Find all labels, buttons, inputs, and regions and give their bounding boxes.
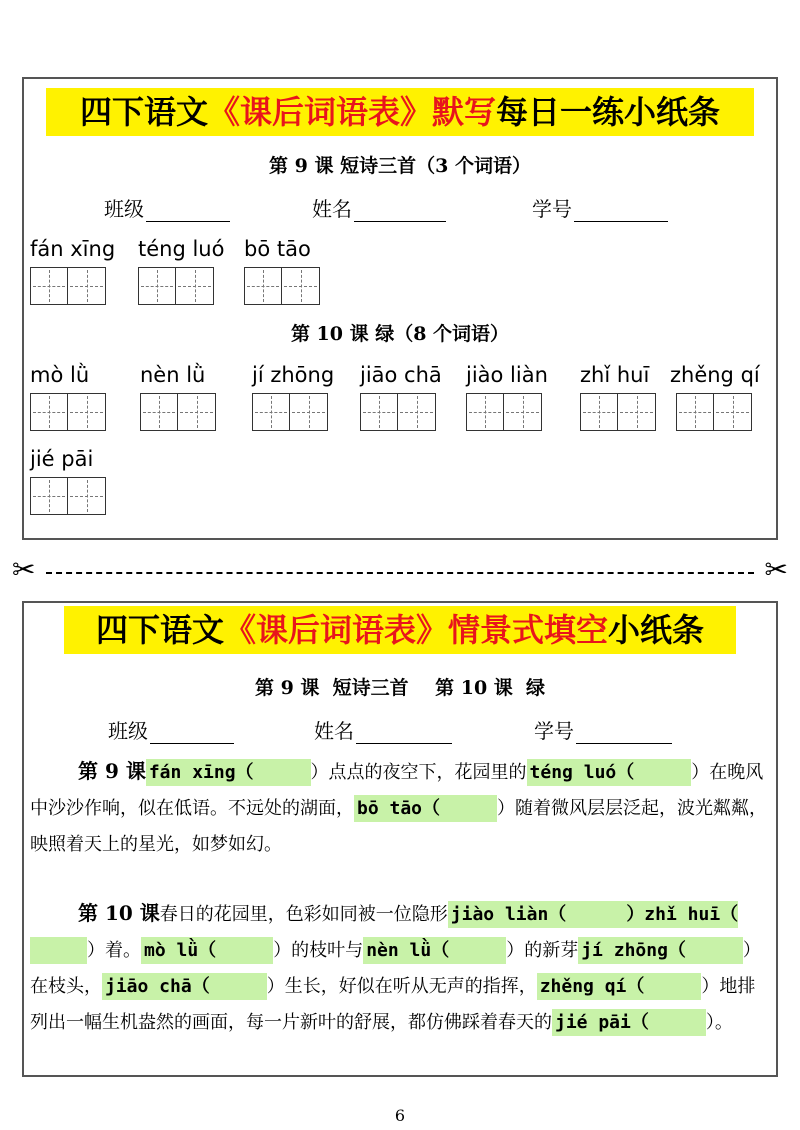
class-blank[interactable] [146, 199, 230, 222]
page-number: 6 [394, 1106, 406, 1125]
paragraph-text: 春日的花园里，色彩如同被一位隐形 [159, 904, 448, 925]
fill-blank[interactable] [146, 759, 311, 786]
word-zhihui [580, 361, 656, 431]
writing-box[interactable] [176, 267, 214, 305]
paragraph-text: ）生长，好似在听从无声的指挥， [266, 976, 537, 997]
fill-blank[interactable] [552, 1009, 706, 1036]
word-jiaocha [360, 361, 442, 431]
blank-pinyin: jiāo chā（ [105, 976, 210, 997]
pinyin-label: jié pāi [30, 447, 94, 471]
title-red: 《课后词语表》默写 [207, 93, 496, 131]
writing-box[interactable] [398, 393, 436, 431]
fill-blank[interactable] [448, 901, 624, 928]
writing-box[interactable] [618, 393, 656, 431]
word-jiaolian [466, 361, 548, 431]
lesson10-heading: 第 10 课 绿（8 个词语） [290, 323, 510, 345]
number-field[interactable] [532, 193, 668, 222]
dashed-divider [46, 572, 754, 574]
class-label: 班级 [104, 197, 144, 221]
writing-box[interactable] [68, 267, 106, 305]
blank-pinyin: bō tāo（ [357, 798, 441, 819]
pinyin-label: fán xīng [30, 237, 116, 261]
writing-box[interactable] [30, 477, 68, 515]
fill-blank[interactable] [537, 973, 702, 1000]
writing-box[interactable] [580, 393, 618, 431]
writing-box[interactable] [138, 267, 176, 305]
paragraph-text: ）的新芽 [506, 940, 579, 961]
writing-box[interactable] [30, 393, 68, 431]
class-blank[interactable] [150, 721, 234, 744]
dictation-title [46, 88, 754, 136]
lesson9-heading: 第 9 课 短诗三首（3 个词语） [269, 155, 531, 177]
blank-pinyin: ）zhǐ huī（ [626, 904, 739, 925]
paragraph-text: ）的枝叶与 [273, 940, 364, 961]
fill-heading: 第 9 课 短诗三首 第 10 课 绿 [254, 677, 546, 699]
pinyin-label: zhǐ huī [580, 363, 650, 387]
number-blank[interactable] [576, 721, 672, 744]
writing-box[interactable] [178, 393, 216, 431]
blank-pinyin: jié pāi（ [555, 1012, 649, 1033]
paragraph-text: ）在晚风中沙沙作响，似在低语。不远处的湖面， [30, 762, 764, 819]
name-blank[interactable] [354, 199, 446, 222]
name-field[interactable] [314, 715, 452, 744]
writing-box[interactable] [140, 393, 178, 431]
title-right: 小纸条 [608, 611, 705, 649]
class-label: 班级 [108, 719, 148, 743]
blank-pinyin: jiào liàn（ [450, 904, 567, 925]
blank-pinyin: nèn lǜ（ [366, 940, 450, 961]
name-field[interactable] [312, 193, 446, 222]
pinyin-label: zhěng qí [670, 363, 760, 387]
number-label: 学号 [534, 719, 574, 743]
word-jizhong [252, 361, 334, 431]
writing-box[interactable] [676, 393, 714, 431]
pinyin-label: jí zhōng [252, 363, 335, 387]
word-molu [30, 361, 106, 431]
paragraph-text: ）地排列出一幅生机盎然的画面，每一片新叶的舒展，都仿佛踩着春天的 [30, 976, 756, 1033]
paragraph-text: ）点点的夜空下，花园里的 [310, 762, 527, 783]
title-left: 四下语文 [95, 611, 224, 649]
writing-box[interactable] [290, 393, 328, 431]
writing-box[interactable] [360, 393, 398, 431]
blank-pinyin: zhěng qí（ [539, 976, 645, 997]
title-right: 每日一练小纸条 [496, 93, 721, 131]
pinyin-label: jiāo chā [360, 363, 442, 387]
blank-pinyin: fán xīng（ [148, 762, 254, 783]
paragraph-text: ）。 [705, 1012, 733, 1033]
blank-pinyin: mò lǜ（ [144, 940, 217, 961]
scissors-icon: ✂ [764, 553, 788, 586]
fill-blank[interactable] [354, 795, 497, 822]
lesson-label: 第 10 课 [78, 901, 160, 925]
word-nenlu [140, 361, 216, 431]
name-label: 姓名 [312, 197, 352, 221]
paragraph-text: ）着。 [87, 940, 141, 961]
fill-card [22, 601, 778, 1077]
cut-line [12, 553, 788, 586]
pinyin-label: jiào liàn [466, 363, 548, 387]
blank-pinyin: téng luó（ [529, 762, 635, 783]
fill-blank[interactable] [102, 973, 267, 1000]
word-fanxing [30, 235, 115, 305]
pinyin-label: téng luó [138, 237, 225, 261]
name-blank[interactable] [356, 721, 452, 744]
title-left: 四下语文 [79, 93, 208, 131]
writing-box[interactable] [282, 267, 320, 305]
writing-box[interactable] [68, 477, 106, 515]
paragraph-text: ）在枝头， [30, 940, 761, 997]
pinyin-label: nèn lǜ [140, 363, 206, 387]
writing-box[interactable] [30, 267, 68, 305]
writing-box[interactable] [68, 393, 106, 431]
class-field[interactable] [108, 715, 234, 744]
title-red: 《课后词语表》情景式填空 [223, 611, 608, 649]
word-botao [244, 235, 320, 305]
class-field[interactable] [104, 193, 230, 222]
fill-title [64, 606, 736, 654]
writing-box[interactable] [714, 393, 752, 431]
writing-box[interactable] [466, 393, 504, 431]
name-label: 姓名 [314, 719, 354, 743]
number-field[interactable] [534, 715, 672, 744]
word-jiepai [30, 445, 106, 515]
fill-blank[interactable] [141, 937, 273, 964]
lesson-label: 第 9 课 [78, 759, 146, 783]
fill-blank[interactable] [527, 759, 692, 786]
word-zhengqi [670, 361, 760, 431]
blank-pinyin: jí zhōng（ [581, 940, 686, 961]
lesson10-paragraph [30, 895, 770, 1041]
number-blank[interactable] [574, 199, 668, 222]
pinyin-label: mò lǜ [30, 363, 90, 387]
word-tengluo [138, 235, 224, 305]
paragraph-text: ）随着微风层层泛起，波光粼粼，映照着天上的星光，如梦如幻。 [30, 798, 768, 855]
pinyin-label: bō tāo [244, 237, 311, 261]
scissors-icon: ✂ [12, 553, 36, 586]
writing-box[interactable] [504, 393, 542, 431]
lesson9-paragraph [30, 753, 770, 863]
writing-box[interactable] [244, 267, 282, 305]
number-label: 学号 [532, 197, 572, 221]
fill-blank[interactable] [578, 937, 743, 964]
fill-blank[interactable] [363, 937, 506, 964]
writing-box[interactable] [252, 393, 290, 431]
dictation-card [22, 77, 778, 540]
